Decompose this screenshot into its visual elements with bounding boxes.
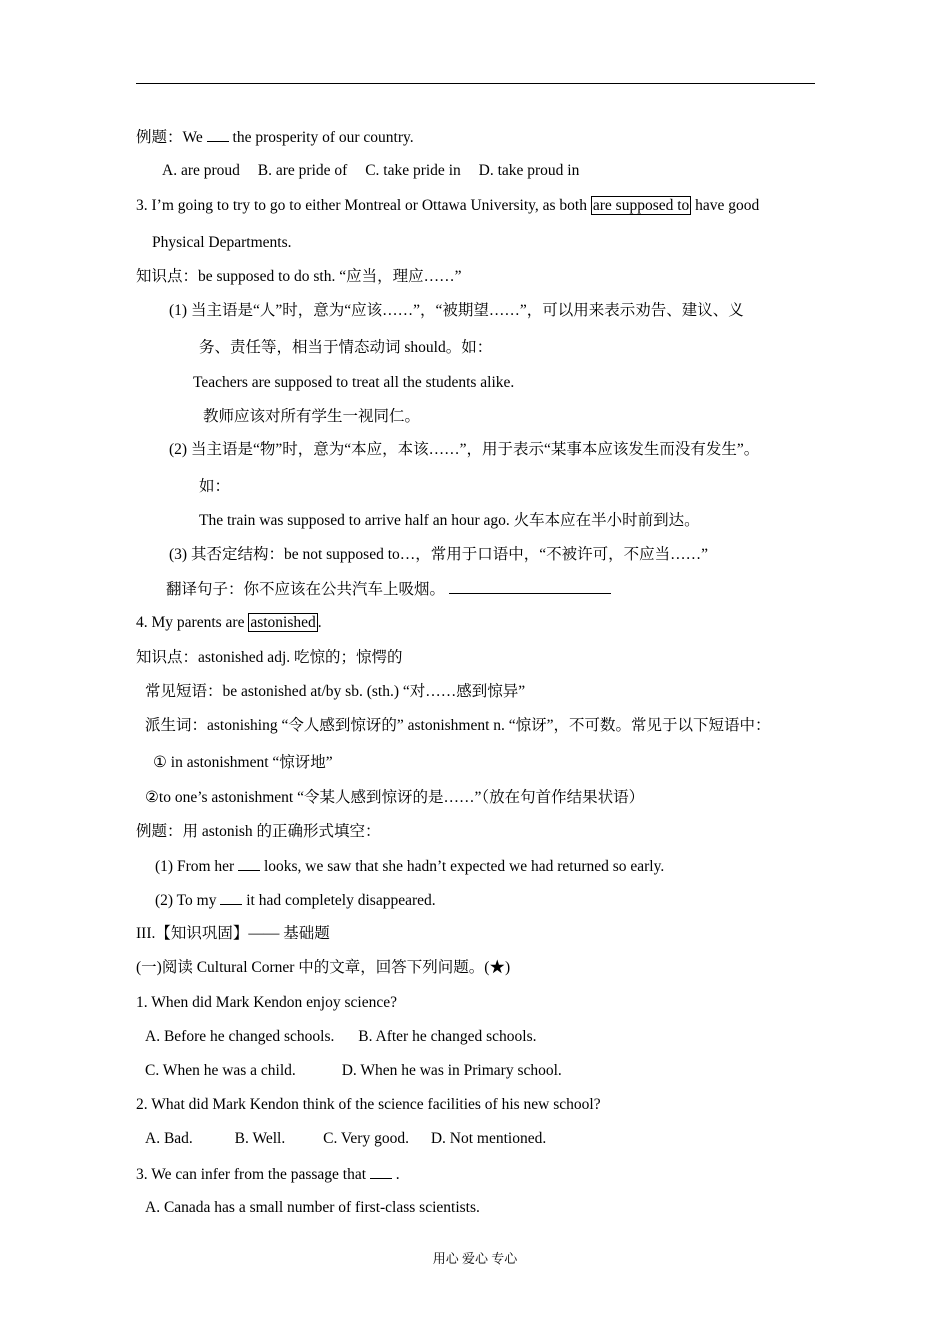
sentence-3-cont: Physical Departments.	[152, 234, 292, 251]
fill-blank-1: (1) From her looks, we saw that she hadn’t expected we had returned so early.	[155, 858, 665, 875]
question-2: 2. What did Mark Kendon think of the science facilities of his new school?	[136, 1096, 601, 1113]
knowledge-point-2: 知识点：astonished adj. 吃惊的；惊愕的	[136, 649, 403, 666]
answer-blank[interactable]	[370, 1164, 392, 1179]
answer-blank[interactable]	[207, 127, 229, 142]
option-a: A. Bad.	[145, 1130, 193, 1147]
boxed-word: astonished	[250, 614, 316, 631]
answer-blank[interactable]	[238, 856, 260, 871]
translate-task: 翻译句子：你不应该在公共汽车上吸烟。	[166, 579, 611, 600]
question-1: 1. When did Mark Kendon enjoy science?	[136, 994, 397, 1011]
option-d: D. Not mentioned.	[430, 1130, 547, 1147]
usage-item-3: (3) 其否定结构：be not supposed to…，常用于口语中，“不被许可，不应当……”	[169, 546, 709, 563]
question-2-options	[145, 1129, 546, 1149]
usage-item-2-cont: 如：	[199, 478, 231, 495]
question-3: 3. We can infer from the passage that .	[136, 1166, 400, 1183]
sentence-4: 4. My parents are astonished .	[136, 614, 322, 631]
boxed-phrase: are supposed to	[592, 197, 690, 214]
answer-blank[interactable]	[220, 890, 242, 905]
phrase-2: ②to one’s astonishment “令某人感到惊讶的是……”（放在句首作结果状语）	[145, 789, 645, 806]
option-a: A. Before he changed schools.	[145, 1028, 335, 1045]
usage-item-1: (1) 当主语是“人”时，意为“应该……”，“被期望……”，可以用来表示劝告、建议、义	[169, 302, 744, 319]
reading-intro: (一)阅读 Cultural Corner 中的文章，回答下列问题。(★)	[136, 959, 511, 976]
option-b: B. After he changed schools.	[358, 1028, 537, 1045]
question-1-options-cd	[145, 1061, 562, 1081]
derived-words: 派生词：astonishing “令人感到惊讶的” astonishment n. “惊讶”，不可数。常见于以下短语中：	[145, 717, 771, 734]
header-rule	[136, 83, 815, 84]
common-phrase: 常见短语：be astonished at/by sb. (sth.) “对……感到惊异”	[145, 683, 526, 700]
example-title: 例题：用 astonish 的正确形式填空：	[136, 823, 381, 840]
sentence-3: 3. I’m going to try to go to either Montreal or Ottawa University, as both are supposed to have good	[136, 197, 760, 214]
example-line: 例题：We the prosperity of our country.	[136, 129, 414, 146]
option-b: B. are pride of	[257, 162, 348, 179]
option-a: A. are proud	[162, 162, 240, 179]
option-c: C. Very good.	[323, 1130, 409, 1147]
translation-blank[interactable]	[449, 579, 611, 594]
option-b: B. Well.	[234, 1130, 286, 1147]
fill-blank-2: (2) To my it had completely disappeared.	[155, 892, 436, 909]
example-options	[162, 161, 579, 181]
usage-item-2: (2) 当主语是“物”时，意为“本应，本该……”，用于表示“某事本应该发生而没有发生”。	[169, 441, 760, 458]
question-1-options-ab	[145, 1027, 536, 1047]
example-train: The train was supposed to arrive half an hour ago. 火车本应在半小时前到达。	[199, 512, 700, 529]
example-en: Teachers are supposed to treat all the students alike.	[193, 374, 515, 391]
section-heading: III.【知识巩固】—— 基础题	[136, 925, 330, 942]
example-zh: 教师应该对所有学生一视同仁。	[203, 408, 421, 425]
question-3-option-a: A. Canada has a small number of first-class scientists.	[145, 1199, 480, 1216]
usage-item-1-cont: 务、责任等，相当于情态动词 should。如：	[199, 339, 493, 356]
phrase-1: ① in astonishment “惊讶地”	[153, 754, 333, 771]
option-c: C. take pride in	[365, 162, 461, 179]
knowledge-point: 知识点：be supposed to do sth. “应当，理应……”	[136, 268, 462, 285]
page-footer: 用心 爱心 专心	[432, 1251, 518, 1266]
option-d: D. When he was in Primary school.	[341, 1062, 562, 1079]
option-d: D. take proud in	[478, 162, 580, 179]
option-c: C. When he was a child.	[145, 1062, 296, 1079]
